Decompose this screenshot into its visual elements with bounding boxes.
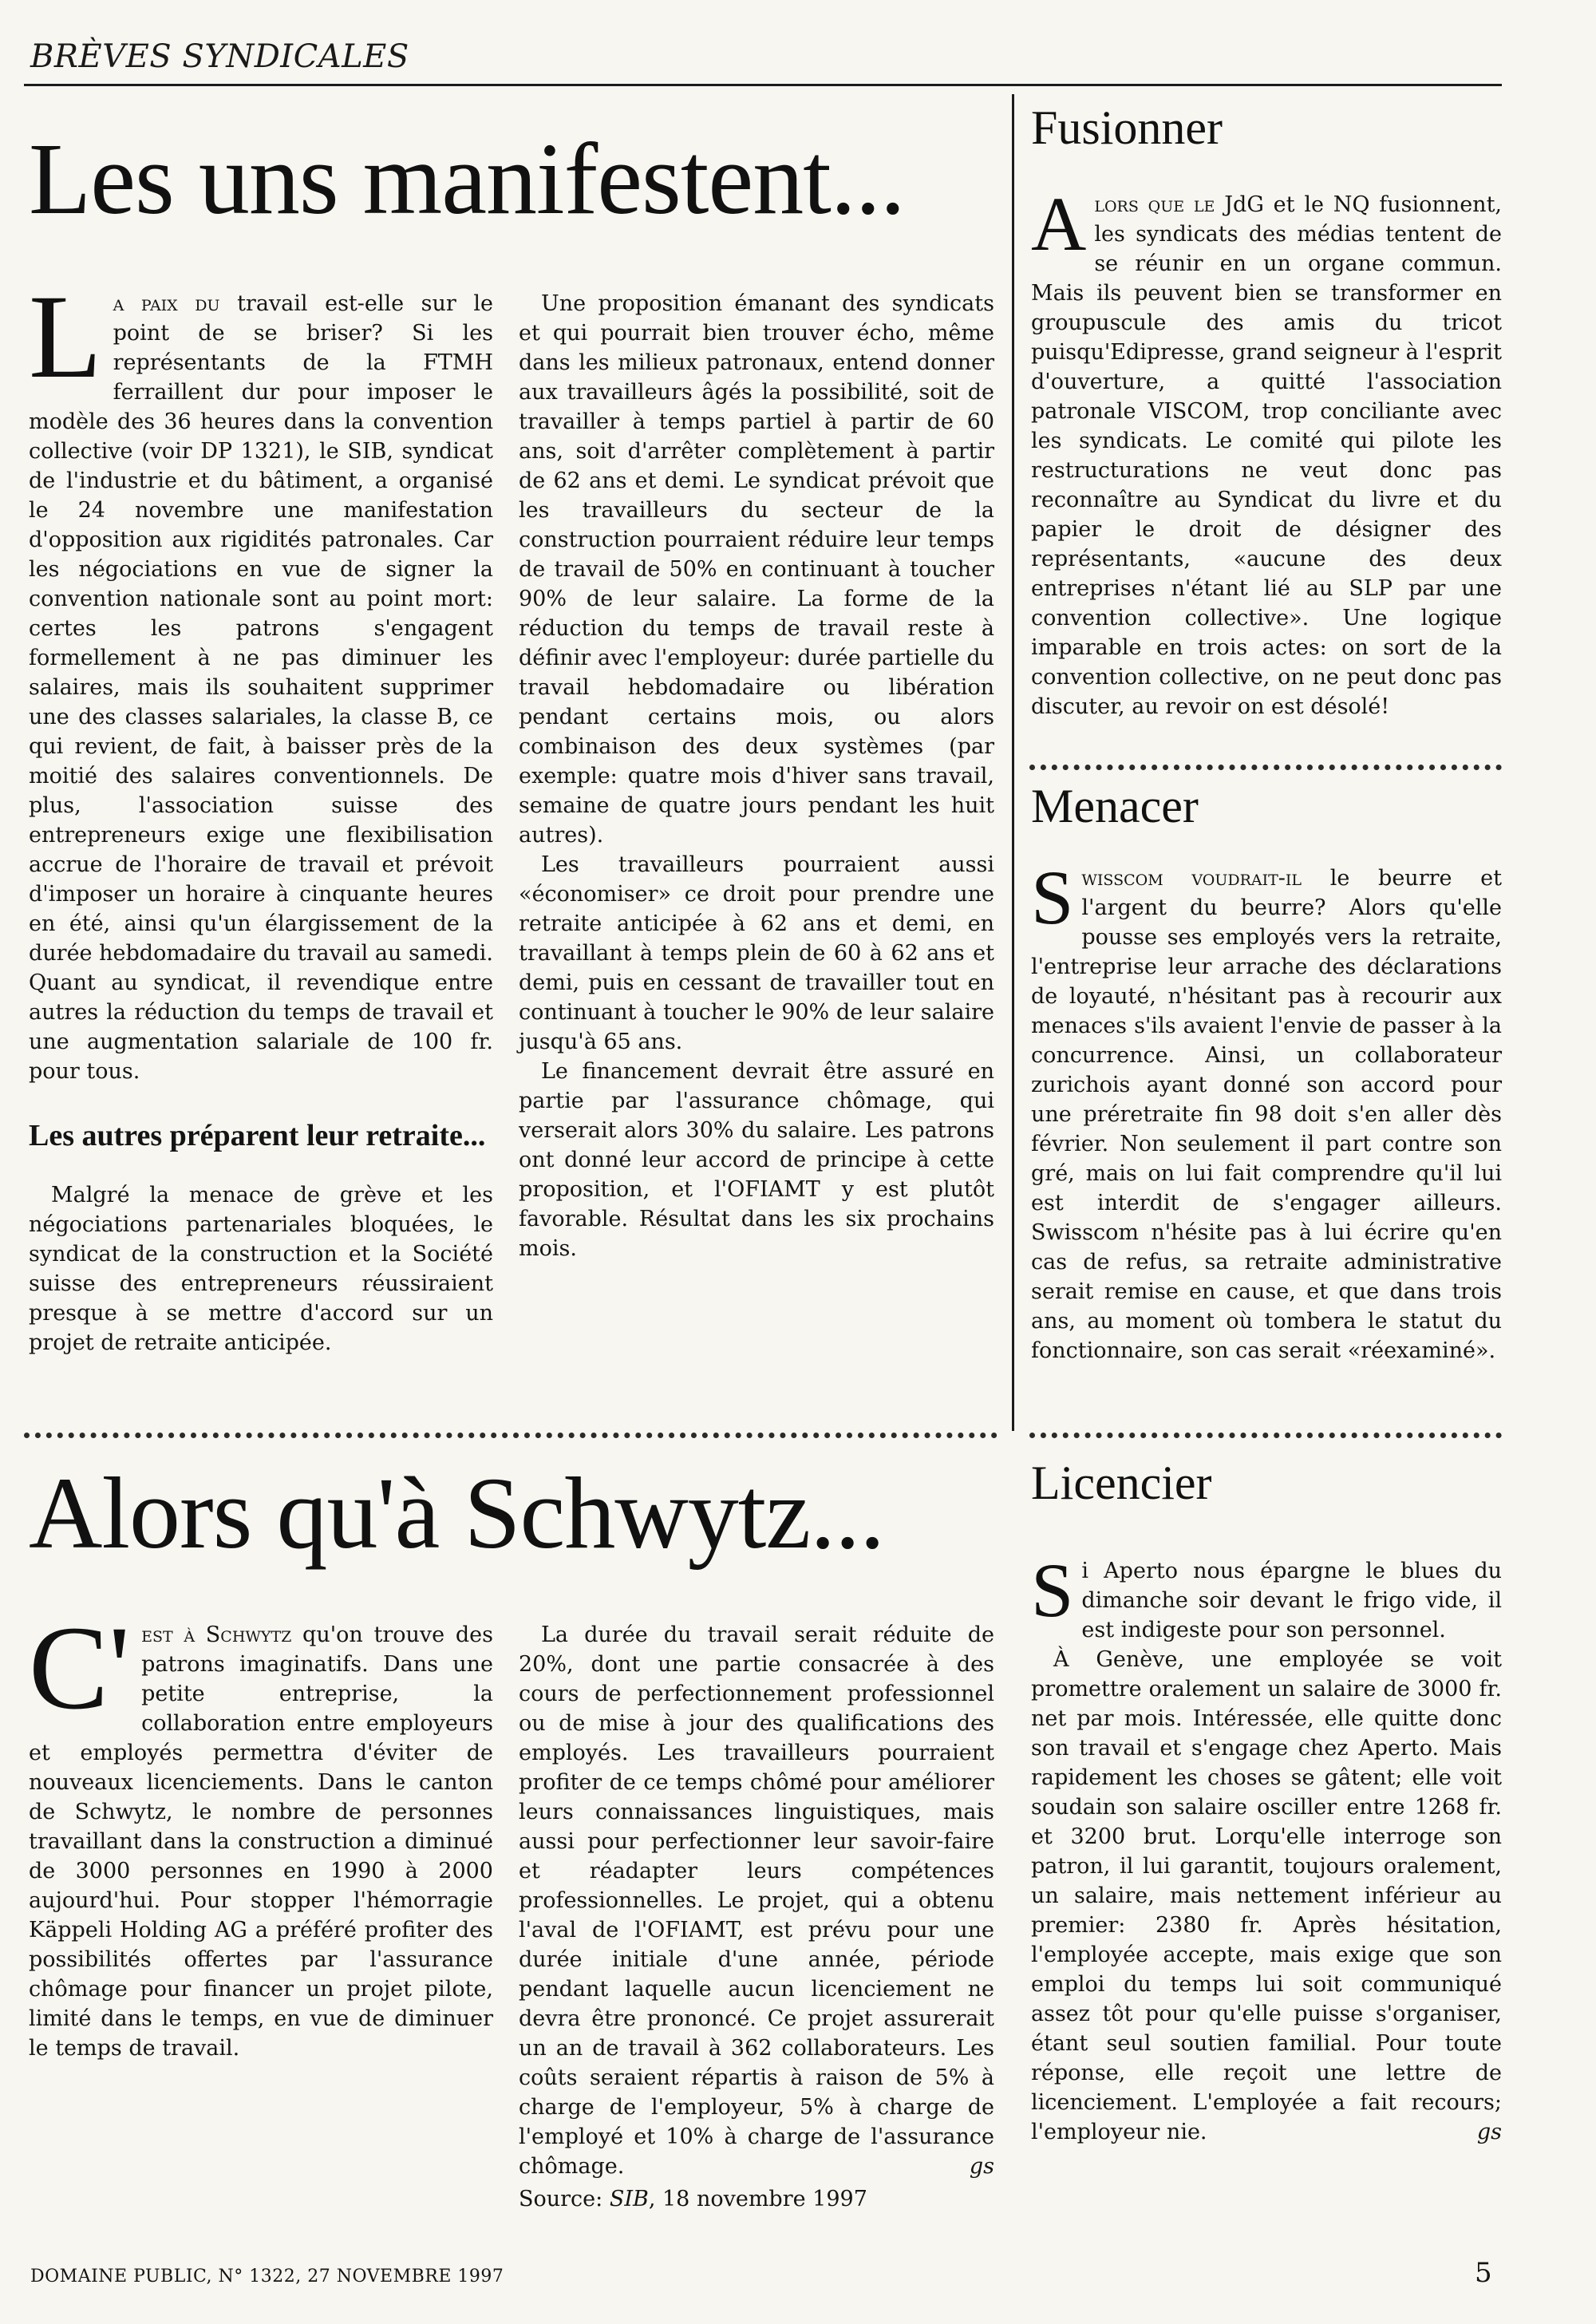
menacer-lead: wisscom voudrait-il <box>1081 866 1302 891</box>
article1-paragraph-4: Les travailleurs pourraient aussi «économiser» ce droit pour prendre une retraite anticipée à 62 ans et demi, en travaillant à temps plein de 60 à 62 ans et demi, puis en cessant de travailler tout en continuant à toucher le 90% de leur salaire jusqu'à 65 ans. <box>519 852 994 1054</box>
licencier-lead: i Aperto nous épargne le blues du dimanche soir devant le frigo vide, il est indigeste pour son personnel. <box>1081 1559 1502 1642</box>
menacer-body <box>1031 855 1502 1366</box>
fusionner-lead: lors que le <box>1094 192 1215 217</box>
column-divider <box>1012 94 1014 1431</box>
menacer-drop-cap: S <box>1031 855 1074 940</box>
sidebar-separator-2 <box>1029 1433 1502 1438</box>
article2-p1-text: qu'on trouve des patrons imaginatifs. Dans une petite entreprise, la collaboration entre employeurs et employés permettra d'éviter de nouveaux licenciements. Dans le canton de Schwytz, le nombre de personnes travaillant dans la construction a diminué de 3000 personnes en 1990 à 2000 aujourd'hui. Pour stopper l'hémorragie Käppeli Holding AG a préféré profiter des possibilités offertes par l'assurance chômage pour financer un projet pilote, limité dans le temps, en vue de diminuer le temps de travail. <box>29 1622 493 2061</box>
article2-body <box>29 1602 493 2227</box>
article1-lead: a paix du <box>113 291 220 316</box>
licencier-paragraph-1 <box>1031 1547 1502 1645</box>
fusionner-title: Fusionner <box>1031 101 1223 154</box>
article2-drop-cap: C' <box>29 1602 131 1734</box>
article1-subhead: Les autres préparent leur retraite... <box>29 1119 486 1152</box>
menacer-text-rest: le beurre et l'argent du beurre? Alors qu'elle pousse ses employés vers la retraite, l'entreprise leur arrache des déclarations de loyauté, n'hésitant pas à recourir aux menaces s'ils avaient l'envie de passer à la concurrence. Ainsi, un collaborateur zurichois ayant donné son accord pour une préretraite fin 98 doit s'en aller dès février. Non seulement il part contre son gré, mais on lui fait comprendre qu'il lui est interdit de s'engager ailleurs. Swisscom n'hésite pas à lui écrire qu'en cas de refus, sa retraite administrative serait remise en cause, et que dans trois ans, au moment où tombera le statut du fonctionnaire, son cas serait «réexaminé». <box>1031 866 1502 1363</box>
source-date: , 18 novembre 1997 <box>648 2187 867 2211</box>
article2-paragraph-2 <box>519 1620 994 2181</box>
article2-headline: Alors qu'à Schwytz... <box>29 1456 885 1570</box>
menacer-title: Menacer <box>1031 780 1199 832</box>
article1-paragraph-1 <box>29 271 493 1086</box>
article1-headline: Les uns manifestent... <box>29 122 905 235</box>
licencier-drop-cap: S <box>1031 1547 1074 1633</box>
article1-body <box>29 271 493 1406</box>
fusionner-body <box>1031 181 1502 721</box>
article1-p1-text: travail est-elle sur le point de se briser? Si les représentants de la FTMH ferraillent dur pour imposer le modèle des 36 heures dans la convention collective (voir DP 1321), le SIB, syndicat de l'industrie et du bâtiment, a organisé le 24 novembre une manifestation d'opposition aux rigidités patronales. Car les négociations en vue de signer la convention nationale sont au point mort: certes les patrons s'engagent formellement à ne pas diminuer les salaires, mais ils souhaitent supprimer une des classes salariales, la classe B, ce qui revient, de fait, à baisser près de la moitié des salaires conventionnels. De plus, l'association suisse des entrepreneurs exige une flexibilisation accrue de l'horaire de travail et prévoit d'imposer un horaire à cinquante heures en été, ainsi qu'un élargissement de la durée hebdomadaire du travail au samedi. Quant au syndicat, il revendique entre autres la réduction du temps de travail et une augmentation salariale de 100 fr. pour tous. <box>29 291 493 1084</box>
header-rule <box>24 84 1502 86</box>
source-name: SIB <box>609 2187 649 2211</box>
footer-publication: DOMAINE PUBLIC, N° 1322, 27 NOVEMBRE 1997 <box>30 2267 504 2286</box>
licencier-p2-text: À Genève, une employée se voit promettre oralement un salaire de 3000 fr. net par mois. Intéressée, elle quitte donc son travail et s'engage chez Aperto. Mais rapidement les choses se gâtent; elle voit soudain son salaire osciller entre 1268 fr. et 3200 brut. Lorqu'elle interroge son patron, il lui garantit, toujours oralement, un salaire, mais nettement inférieur au premier: 2380 fr. Après hésitation, l'employée accepte, mais exige que son emploi du temps lui soit communiqué assez tôt pour qu'elle puisse s'organiser, étant seul soutien familial. Pour toute réponse, elle reçoit une lettre de licenciement. L'employée a fait recours; l'employeur nie. <box>1031 1647 1502 2144</box>
licencier-paragraph-2 <box>1031 1645 1502 2147</box>
dotted-separator <box>24 1433 998 1438</box>
page-number: 5 <box>1475 2257 1492 2289</box>
article2-body-col2 <box>519 1620 994 2227</box>
licencier-body <box>1031 1547 1502 2147</box>
article1-paragraph-2: Malgré la menace de grève et les négociations partenariales bloquées, le syndicat de la construction et la Société suisse des entrepreneurs réussiraient presque à se mettre d'accord sur un projet de retraite anticipée. <box>29 1183 493 1355</box>
article2-source <box>519 2184 994 2214</box>
licencier-title: Licencier <box>1031 1456 1212 1509</box>
fusionner-text-a: JdG et le NQ fusionnent, les syndicats des médias tentent de se réunir en un organe commun. Mais ils peuvent bien se transformer en groupuscule des amis du tricot puisqu'Edipresse, grand seigneur à l'esprit d'ouverture, a quitté l'association patronale VISCOM, trop conciliante avec les syndicats. Le comité qui pilote les restructurations ne veut donc pas reconnaître au Syndicat du livre et du papier le droit de désigner des représentants, «aucune des deux entreprises n'étant lié au SLP par une convention collective». Une logique imparable en trois actes: on sort de la convention collective, on ne peut donc pas discuter, au revoir on est désolé! <box>1031 192 1502 719</box>
article2-lead: est à Schwytz <box>141 1622 292 1647</box>
sidebar-separator-1 <box>1029 765 1502 770</box>
article1-body-col2 <box>519 289 994 1406</box>
fusionner-drop-cap: A <box>1031 181 1087 267</box>
menacer-text <box>1031 855 1502 1366</box>
article2-signature: gs <box>969 2154 994 2179</box>
fusionner-text <box>1031 181 1502 721</box>
article1-paragraph-5: Le financement devrait être assuré en partie par l'assurance chômage, qui verserait alors 30% du salaire. Les patrons ont donné leur accord de principe à cette proposition, et l'OFIAMT y est plutôt favorable. Résultat dans les six prochains mois. <box>519 1059 994 1261</box>
article2-paragraph-1 <box>29 1602 493 2063</box>
licencier-signature: gs <box>1476 2120 1502 2144</box>
source-label: Source: <box>519 2187 610 2211</box>
article2-p2-text: La durée du travail serait réduite de 20%, dont une partie consacrée à des cours de perfectionnement professionnel ou de mise à jour des qualifications des employés. Les travailleurs pourraient profiter de ce temps chômé pour améliorer leurs connaissances linguistiques, mais aussi pour perfectionner leur savoir-faire et réadapter leurs compétences professionnelles. Le projet, qui a obtenu l'aval de l'OFIAMT, est prévu pour une durée initiale d'une année, période pendant laquelle aucun licenciement ne devra être prononcé. Ce projet assurerait un an de travail à 362 collaborateurs. Les coûts seraient répartis à raison de 5% à charge de l'employeur, 5% à charge de l'employé et 10% à charge de l'assurance chômage. <box>519 1622 994 2179</box>
article1-paragraph-3: Une proposition émanant des syndicats et qui pourrait bien trouver écho, même dans les milieux patronaux, entend donner aux travailleurs âgés la possibilité, soit de travailler à temps partiel à partir de 60 ans, soit d'arrêter complètement à partir de 62 ans et demi. Le syndicat prévoit que les travailleurs du secteur de la construction pourraient réduire leur temps de travail de 50% en continuant à toucher 90% de leur salaire. La forme de la réduction du temps de travail reste à définir avec l'employeur: durée partielle du travail hebdomadaire ou libération pendant certains mois, ou alors combinaison des deux systèmes (par exemple: quatre mois d'hiver sans travail, semaine de quatre jours pendant les huit autres). <box>519 291 994 848</box>
article1-drop-cap: L <box>29 271 102 403</box>
section-header: BRÈVES SYNDICALES <box>30 38 409 75</box>
